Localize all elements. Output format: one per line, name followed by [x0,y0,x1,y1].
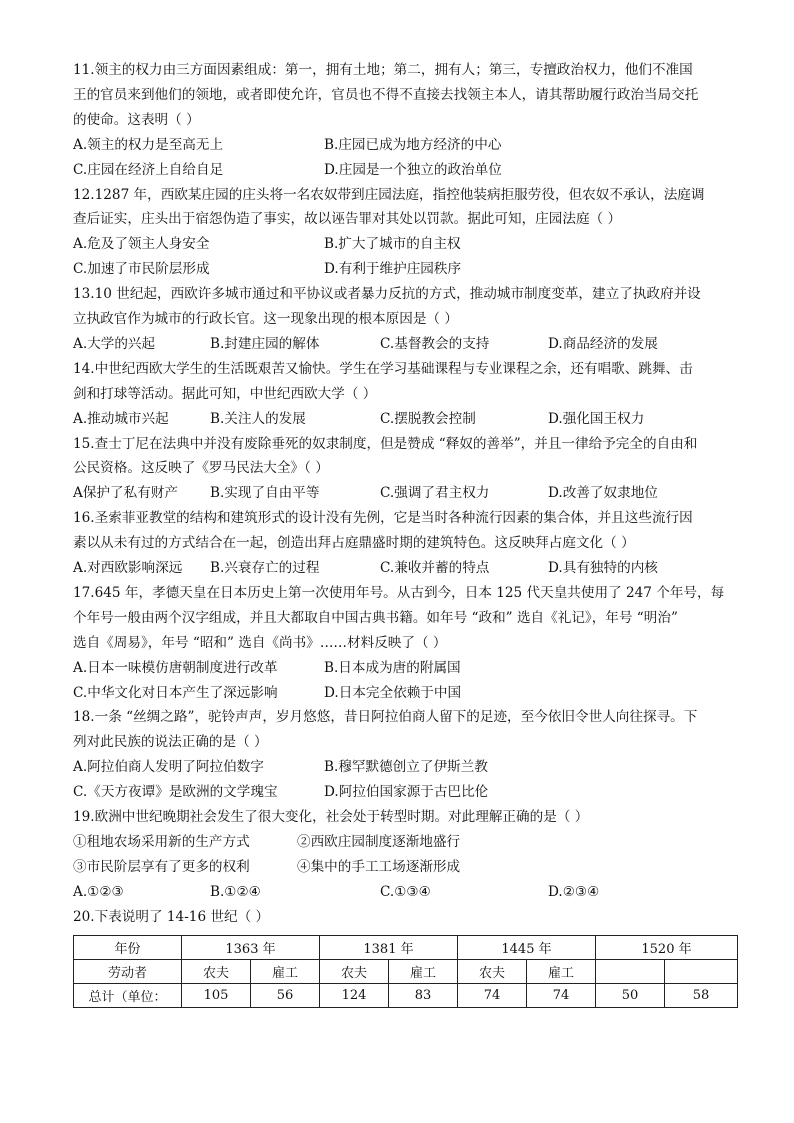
answer-option: A.日本一味模仿唐朝制度进行改革 [73,659,278,676]
answer-option: B.扩大了城市的自主权 [324,236,461,253]
answer-option: D.改善了奴隶地位 [548,485,658,502]
total-cell: 105 [182,984,251,1008]
worker-cell: 农夫 [458,960,527,984]
question-stem-line: 剑和打球等活动。据此可知，中世纪西欧大学（ ） [73,385,377,402]
question-stem-line: 17.645 年，孝德天皇在日本历史上第一次使用年号。从古到今，日本 125 代天皇共使用了 247 个年号，每 [73,584,725,601]
worker-cell: 雇工 [251,960,320,984]
answer-option: C.基督教会的支持 [380,335,490,352]
question-stem-line: 13.10 世纪起，西欧许多城市通过和平协议或者暴力反抗的方式，推动城市制度变革，建立了执政府并设 [73,286,701,303]
answer-option: B.封建庄园的解体 [210,335,320,352]
worker-cell: 雇工 [389,960,458,984]
answer-option: B.①②④ [210,883,261,900]
statement-item: ①租地农场采用新的生产方式 [73,833,250,850]
question-stem-line: 选自《周易》，年号 “昭和” 选自《尚书》……材料反映了（ ） [73,634,447,651]
question-stem-line: 16.圣索菲亚教堂的结构和建筑形式的设计没有先例，它是当时各种流行因素的集合体，并且这些流行因 [73,510,693,527]
answer-option: A.阿拉伯商人发明了阿拉伯数字 [73,759,264,776]
year-cell: 1381 年 [320,936,458,960]
answer-option: C.兼收并蓄的特点 [380,560,490,576]
total-cell: 56 [251,984,320,1008]
worker-cell [665,960,738,984]
question-stem-line: 个年号一般由两个汉字组成，并且大都取自中国古典书籍。如年号 “政和” 选自《礼记》，年号 “明治” [73,609,678,626]
total-cell: 83 [389,984,458,1008]
worker-cell: 农夫 [182,960,251,984]
total-cell: 74 [458,984,527,1008]
question-stem-line: 20.下表说明了 14-16 世纪（ ） [73,908,270,925]
answer-option: A.领主的权力是至高无上 [73,136,224,153]
year-cell: 1445 年 [458,936,596,960]
table-row [74,984,738,1008]
question-stem-line: 14.中世纪西欧大学生的生活既艰苦又愉快。学生在学习基础课程与专业课程之余，还有唱歌、跳舞、击 [73,360,693,377]
worker-cell: 雇工 [527,960,596,984]
question-stem-line: 12.1287 年，西欧某庄园的庄头将一名农奴带到庄园法庭，指控他装病拒服劳役，但农奴不承认，法庭调 [73,186,705,203]
statement-item: ④集中的手工工场逐渐形成 [297,858,461,875]
answer-option: C.强调了君主权力 [380,485,490,502]
worker-cell [596,960,665,984]
question-stem-line: 的使命。这表明（ ） [73,111,200,128]
total-cell: 58 [665,984,738,1008]
answer-option: D.强化国王权力 [548,410,645,427]
total-cell: 74 [527,984,596,1008]
answer-option: A.危及了领主人身安全 [73,236,210,253]
year-cell: 1363 年 [182,936,320,960]
answer-option: B.实现了自由平等 [210,485,320,502]
answer-option: D.②③④ [548,883,600,900]
statement-item: ②西欧庄园制度逐渐地盛行 [297,833,461,850]
answer-option: A.对西欧影响深远 [73,560,183,576]
answer-option: B.穆罕默德创立了伊斯兰教 [324,759,488,776]
table-row [74,936,738,960]
question-stem-line: 18.一条 “丝绸之路”，驼铃声声，岁月悠悠，昔日阿拉伯商人留下的足迹，至今依旧令世人向往探寻。下 [73,709,698,726]
answer-option: A.①②③ [73,883,124,900]
question-stem-line: 15.查士丁尼在法典中并没有废除垂死的奴隶制度，但是赞成 “释奴的善举”，并且一律给予完全的自由和 [73,435,698,452]
answer-option: D.庄园是一个独立的政治单位 [324,161,502,178]
answer-option: C.加速了市民阶层形成 [73,261,210,278]
question-stem-line: 查后证实，庄头出于宿怨伪造了事实，故以诬告罪对其处以罚款。据此可知，庄园法庭（ ） [73,211,622,228]
answer-option: A保护了私有财产 [73,485,178,502]
data-table [73,935,738,1008]
total-cell: 124 [320,984,389,1008]
year-cell: 1520 年 [596,936,738,960]
answer-option: B.兴衰存亡的过程 [210,560,320,576]
answer-option: C.①③④ [380,883,431,900]
answer-option: D.具有独特的内核 [548,560,658,576]
question-stem-line: 11.领主的权力由三方面因素组成：第一，拥有土地；第二，拥有人；第三，专擅政治权力，他们不准国 [73,62,693,78]
total-cell: 50 [596,984,665,1008]
answer-option: A.推动城市兴起 [73,410,169,427]
answer-option: A.大学的兴起 [73,335,156,352]
answer-option: B.关注人的发展 [210,410,306,427]
question-stem-line: 立执政官作为城市的行政长官。这一现象出现的根本原因是（ ） [73,311,458,327]
answer-option: C.摆脱教会控制 [380,410,476,427]
question-stem-line: 王的官员来到他们的领地，或者即使允许，官员也不得不直接去找领主本人，请其帮助履行政治当局交托 [73,86,699,103]
question-stem-line: 列对此民族的说法正确的是（ ） [73,734,268,751]
answer-option: D.阿拉伯国家源于古巴比伦 [324,784,489,801]
row-header-total: 总计（单位： [74,984,182,1008]
answer-option: C.《天方夜谭》是欧洲的文学瑰宝 [73,784,278,801]
answer-option: D.有利于维护庄园秩序 [324,261,462,278]
question-stem-line: 素以从未有过的方式结合在一起，创造出拜占庭鼎盛时期的建筑特色。这反映拜占庭文化（ ） [73,535,635,552]
worker-cell: 农夫 [320,960,389,984]
answer-option: B.日本成为唐的附属国 [324,659,461,676]
table-row [74,960,738,984]
answer-option: B.庄园已成为地方经济的中心 [324,136,502,153]
question-stem-line: 19.欧洲中世纪晚期社会发生了很大变化，社会处于转型时期。对此理解正确的是（ ） [73,809,589,825]
answer-option: C.中华文化对日本产生了深远影响 [73,684,278,701]
row-header-year: 年份 [74,936,182,960]
answer-option: D.商品经济的发展 [548,335,658,352]
statement-item: ③市民阶层享有了更多的权利 [73,858,250,875]
question-stem-line: 公民资格。这反映了《罗马民法大全》（ ） [73,460,329,477]
answer-option: C.庄园在经济上自给自足 [73,161,224,178]
row-header-worker: 劳动者 [74,960,182,984]
answer-option: D.日本完全依赖于中国 [324,684,462,701]
